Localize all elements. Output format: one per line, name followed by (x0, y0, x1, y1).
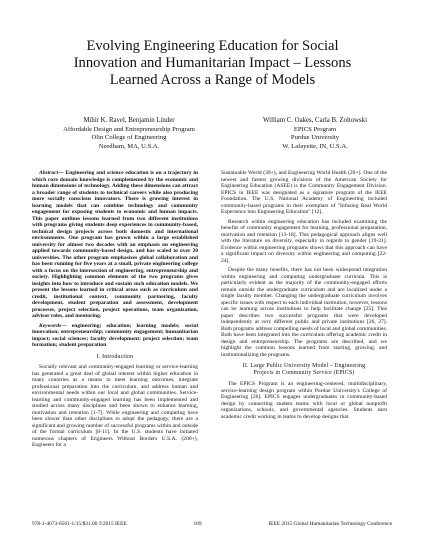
footer-conference: IEEE 2015 Global Humanitarian Technology Conference (268, 521, 392, 527)
author-location: W. Lafayette, IN, U.S.A. (282, 142, 348, 150)
page-footer (32, 521, 392, 528)
abstract-body: — Engineering and science education is on a trajectory in which core domain knowledge is complemented by the economic and human dimensions of technology. Adding these dimensions can attract a broader range of students to technical careers while also producing more socially conscious innovators. There is growing interest in learning models that can combine technology and community engagement for exposing students to economic and human impacts. This paper outlines lessons learned from two different institutions with programs giving students deep experiences in community-based, technical design projects across both domestic and international environments. One program has grown within a large established university for almost two decades with an emphasis on engineering applied towards community-based design, and has scaled to over 20 universities. The other program emphasizes global collaboration and has been running for five years at a small, private engineering college with a focus on the intersection of engineering, entrepreneurship and society. Highlighting common elements of the two programs gives insights into how to introduce and sustain such education models. We present the lessons learned in critical areas such as curriculum and credit, institutional context, community partnering, faculty development, student preparation and assessment, development processes, project selection, project operations, team organization, advisor roles, and mentoring. (32, 170, 198, 319)
body-paragraph: Research within engineering education has included examining the benefits of community engagement for learning, professional preparation, motivation and retention [13-18]. This pedagogical approach aligns well with the literature on diversity, especially in regards to gender [19-21]. Evidence within engineering programs shows that this approach can have a significant impact on diversity within engineering and computing [22-24]. (221, 218, 387, 264)
author-block-right (235, 117, 395, 151)
right-column (221, 170, 387, 420)
section-heading (221, 363, 387, 377)
page-number: 169 (193, 521, 202, 527)
author-affiliation: Purdue University (290, 134, 340, 142)
author-names: Mihir K. Ravel, Benjamin Linder (83, 117, 175, 124)
body-paragraph: The EPICS Program is an engineering-centered, multidisciplinary, service-learning design program within Purdue University's College of Engineering [26]. EPICS engages undergraduates in community-based design by connecting student teams with local or global nonprofit organizations, schools, and governmental agencies. Students earn academic credit working in teams to develop designs that (221, 381, 387, 420)
abstract-lead: Abstract (39, 170, 59, 176)
author-affiliation: EPICS Program (293, 126, 337, 134)
paper-title (40, 38, 385, 89)
section-heading-line: Projects in Community Service (EPICS) (253, 370, 355, 376)
keywords-lead: Keywords (39, 322, 62, 329)
title-line: Evolving Engineering Education for Social (86, 38, 339, 54)
author-block-left (40, 117, 218, 151)
keywords-body: — engineering; education; learning models; social innovation; entrepreneurship; community engagement; humanitarian impact; social sciences; faculty development; project selection; team formation; student preparation (32, 322, 198, 348)
section-heading: I. Introduction (96, 353, 134, 360)
keywords (32, 323, 198, 349)
left-column (32, 170, 198, 449)
footer-copyright: 978-1-4673-6561-1/15/$31.00 ©2015 IEEE (32, 521, 127, 527)
body-paragraph: Sustainable World (30+), and Engineering World Health (20+). One of the newest and fastest growing divisions of the American Society for Engineering Education (ASEE) is the Community Engagement Division. EPICS in IEEE was designated as a signature program of the IEEE Foundation. The U.S. National Academy of Engineering included community-based programs in their exemplars of "Infusing Real World Experience into Engineering Education" [12]. (221, 170, 387, 215)
body-paragraph: Socially relevant and community-engaged learning or service-learning has generated a great deal of global interest within higher education in many countries as a means to meet learning outcomes, integrate professional preparation into the curriculum, and address human and environmental needs within our local and global communities. Service-learning and community-engaged learning has been implemented and studied across many disciplines and been shown to enhance learning, motivation and retention [1-7]. While engineering and computing have been slower than other disciplines to adopt the pedagogy, there are a significant and growing number of successful programs within and outside of the formal curriculum [8-11]. In the U.S. students have initiated numerous chapters of Engineers Without Borders U.S.A. (200+), Engineers for a (32, 364, 198, 448)
title-line: Innovation and Humanitarian Impact – Lessons (73, 55, 352, 71)
author-names: William C. Oakes, Carla B. Zoltowski (263, 117, 367, 124)
author-affiliation: Affordable Design and Entrepreneurship Program (63, 126, 195, 134)
title-line: Learned Across a Range of Models (109, 72, 316, 88)
author-location: Needham, MA, U.S.A. (98, 142, 160, 150)
author-affiliation: Olin College of Engineering (91, 134, 167, 142)
body-paragraph: Despite the many benefits, there has not been widespread integration within engineering and computing undergraduate curricula. This is particularly evident as the majority of the community-engaged efforts remain outside the undergraduate curriculum and are localized under a single faculty member. Changing the undergraduate curriculum involves specific issues with respect to each individual institution, however, lessons can be learning across institutions to help facilitate change [25]. This paper describes two successful programs that were developed independently at very different public and private institutions [26, 27]. Both programs address compelling needs of local and global communities. Both have been integrated into the curriculum offering academic credit in design and entrepreneurship. The programs are described, and we highlight the common lessons learned from starting, growing, and institutionalizing the programs. (221, 267, 387, 358)
abstract (32, 170, 198, 320)
section-heading-line: II. Large Public University Model – Engineering (242, 363, 366, 369)
